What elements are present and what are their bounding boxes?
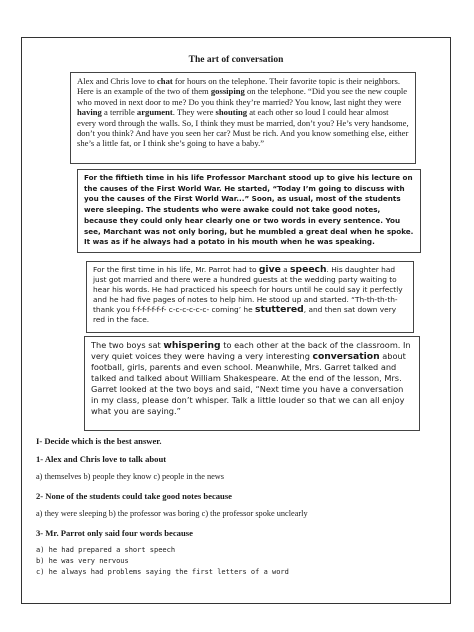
passage-professor-marchant-text: For the fiftieth time in his life Professor Marchant stood up to give his lecture on the causes of the First World War. He started, “Today I’m going to discuss with you the causes of the First World War...” Soon, as usual, most of the students were sleeping. The students who were awake could not take good notes, because they could only hear clearly one or two words in every sentence. You see, Marchant was not only boring, but he mumbled a great deal when he spoke. It was as if he always had a potato in his mouth when he was speaking. bbox=[84, 173, 414, 247]
page-title: The art of conversation bbox=[188, 55, 284, 65]
question-3-option-a: a) he had prepared a short speech bbox=[36, 546, 176, 554]
passage-two-boys bbox=[84, 336, 420, 431]
question-2: 2- None of the students could take good notes because bbox=[36, 491, 232, 501]
question-1: 1- Alex and Chris love to talk about bbox=[36, 454, 167, 464]
question-1-options: a) themselves b) people they know c) people in the news bbox=[36, 472, 225, 481]
passage-alex-chris-text: Alex and Chris love to chat for hours on the telephone. Their favorite topic is their neighbors. Here is an example of the two of them gossiping on the telephone. “Did you see the new couple who moved in next door to me? Do you think they’re married? You know, last night they were having a terrible argument. They were shouting at each other so loud I could hear almost every word through the walls. So, I think they must be married, don’t you? He’s very handsome, don’t you think? And have you seen her car? Must be rich. And you know something else, either she’s a little fat, or I think she’s going to have a baby.” bbox=[77, 76, 409, 149]
worksheet-page bbox=[21, 37, 451, 604]
question-2-options: a) they were sleeping b) the professor was boring c) the professor spoke unclearly bbox=[36, 509, 308, 518]
passage-mr-parrot-text: For the first time in his life, Mr. Parrot had to give a speech. His daughter had just got married and there were a hundred guests at the wedding party waiting to hear his words. He had practiced his speech for hours until he could say it perfectly and he had five pages of notes to help him. He stood up and started. “Th-th-th-th- thank you f-f-f-f-f-f-f- c-c-c-c-c-c- coming’ he stuttered, and then sat down very red in the face. bbox=[93, 264, 403, 324]
passage-two-boys-text: The two boys sat whispering to each other at the back of the classroom. In very quiet voices they were having a very interesting conversation about football, girls, parents and even school. Meanwhile, Mrs. Garret talked and talked and talked about William Shakespeare. At the end of the lesson, Mrs. Garret looked at the two boys and said, “Next time you have a conversation in my class, please don’t whisper. Talk a little louder so that we can all enjoy what you are saying.” bbox=[91, 340, 411, 416]
passage-alex-chris bbox=[70, 72, 416, 164]
section-heading: I- Decide which is the best answer. bbox=[36, 436, 162, 446]
question-3-option-c: c) he always had problems saying the first letters of a word bbox=[36, 568, 289, 576]
question-3-option-b: b) he was very nervous bbox=[36, 557, 129, 565]
question-3: 3- Mr. Parrot only said four words because bbox=[36, 528, 193, 538]
passage-mr-parrot bbox=[86, 261, 414, 333]
passage-professor-marchant bbox=[77, 169, 421, 253]
